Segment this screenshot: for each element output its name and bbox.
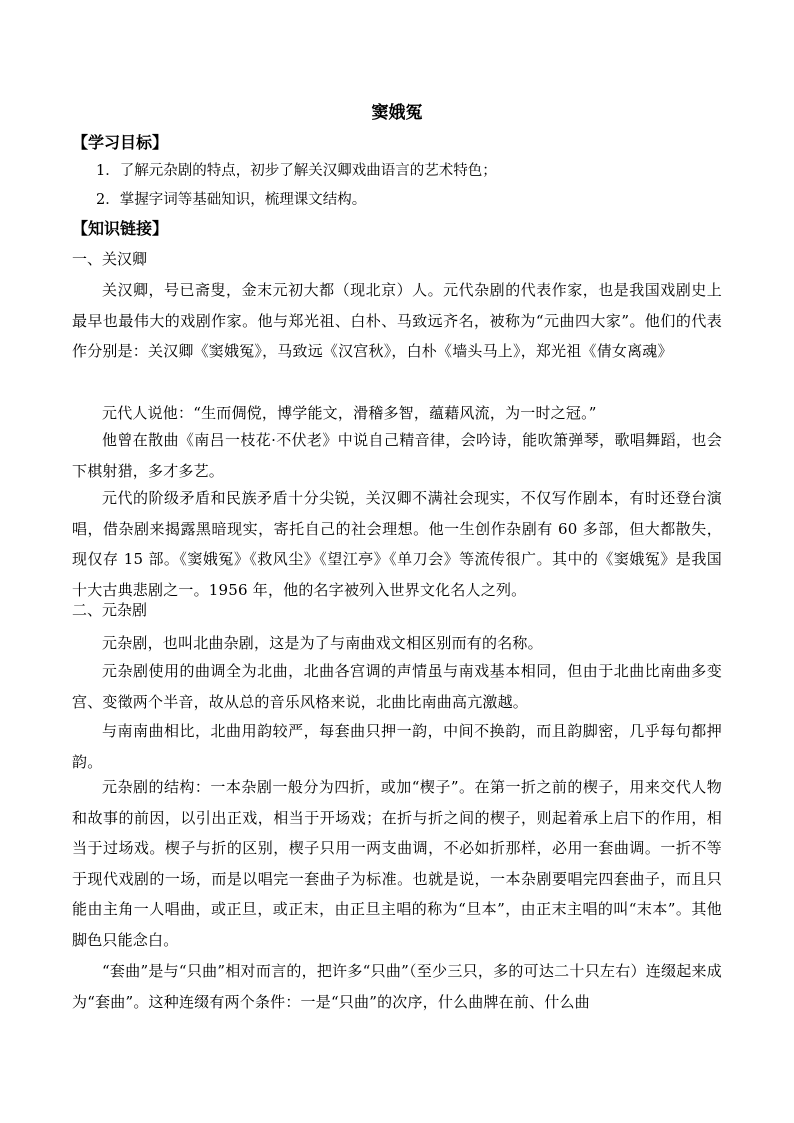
paragraph-social-context: 元代的阶级矛盾和民族矛盾十分尖锐，关汉卿不满社会现实，不仅写作剧本，有时还登台演唱，借杂剧来揭露黑暗现实，寄托自己的社会理想。他一生创作杂剧有 60 多部，但大都散失，现仅存 15 部。《窦娥冤》《救风尘》《望江亭》《单刀会》等流传很广。其中的《窦娥冤》是我国十大古典悲剧之一。1956 年，他的名字被列入世界文化名人之列。 [72,489,722,599]
paragraph-yuan-quote: 元代人说他：“生而倜傥，博学能文，滑稽多智，蕴藉风流，为一时之冠。” [102,404,597,422]
section-heading-knowledge-links: 【知识链接】 [72,219,169,238]
paragraph-zaju-tunes: 元杂剧使用的曲调全为北曲，北曲各宫调的声情虽与南戏基本相同，但由于北曲比南曲多变宫、变徵两个半音，故从总的音乐风格来说，北曲比南曲高亢激越。 [72,662,722,711]
paragraph-taoqu: “套曲”是与“只曲”相对而言的，把许多“只曲”（至少三只，多的可达二十只左右）连缀起来成为“套曲”。这种连缀有两个条件：一是“只曲”的次序，什么曲牌在前、什么曲 [72,962,722,1011]
paragraph-guan-intro: 关汉卿，号已斋叟，金末元初大都（现北京）人。元代杂剧的代表作家，也是我国戏剧史上最早也最伟大的戏剧作家。他与郑光祖、白朴、马致远齐名，被称为“元曲四大家”。他们的代表作分别是：关汉卿《窦娥冤》，马致远《汉宫秋》，白朴《墙头马上》，郑光祖《倩女离魂》 [72,281,722,361]
paragraph-sanqu: 他曾在散曲《南吕一枝花·不伏老》中说自己精音律，会吟诗，能吹箫弹琴，歌唱舞蹈，也会下棋射猎，多才多艺。 [72,431,722,480]
paragraph-zaju-structure: 元杂剧的结构：一本杂剧一般分为四折，或加“楔子”。在第一折之前的楔子，用来交代人物和故事的前因，以引出正戏，相当于开场戏；在折与折之间的楔子，则起着承上启下的作用，相当于过场戏。楔子与折的区别，楔子只用一两支曲调，不必如折那样，必用一套曲调。一折不等于现代戏剧的一场，而是以唱完一套曲子为标准。也就是说，一本杂剧要唱完四套曲子，而且只能由主角一人唱曲，或正旦，或正末，由正旦主唱的称为“旦本”，由正末主唱的叫“末本”。其他脚色只能念白。 [72,778,722,949]
document-title: 窦娥冤 [371,103,423,123]
goal-item-1: 1．了解元杂剧的特点，初步了解关汉卿戏曲语言的艺术特色； [96,163,497,179]
goal-item-2: 2．掌握字词等基础知识，梳理课文结构。 [96,192,367,208]
paragraph-zaju-rhyme: 与南南曲相比，北曲用韵较严，每套曲只押一韵，中间不换韵，而且韵脚密，几乎每句都押韵。 [72,722,722,771]
section-heading-learning-goals: 【学习目标】 [72,133,169,152]
paragraph-zaju-name: 元杂剧，也叫北曲杂剧，这是为了与南曲戏文相区别而有的名称。 [102,634,543,652]
subheading-yuan-zaju: 二、元杂剧 [72,601,148,619]
subheading-guan-hanqing: 一、关汉卿 [72,250,148,268]
